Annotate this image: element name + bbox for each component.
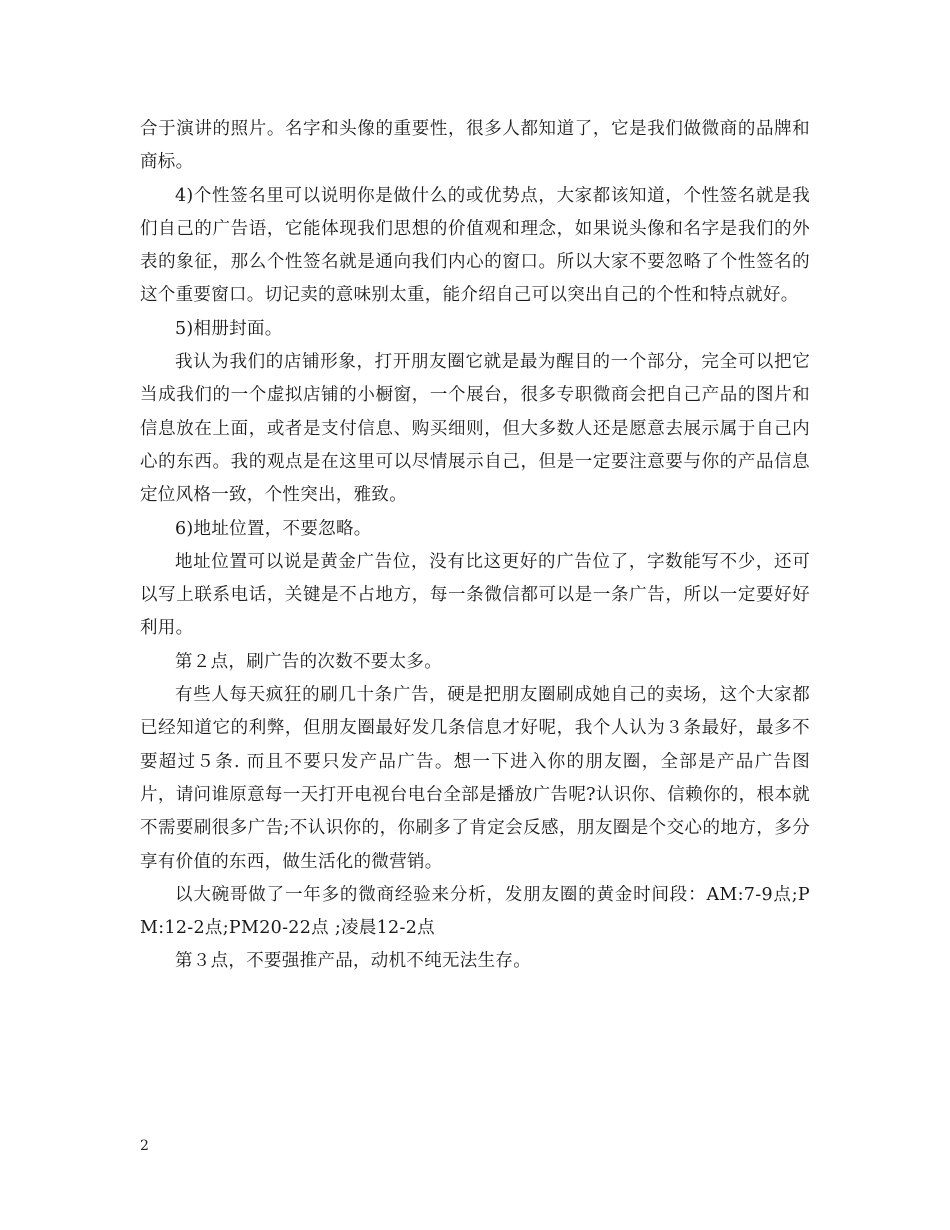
paragraph-golden-time: 以大碗哥做了一年多的微商经验来分析，发朋友圈的黄金时间段：AM:7-9点;PM:12-2点;PM20-22点 ;凌晨12-2点 (140, 884, 810, 939)
paragraph-point-2-heading: 第２点，刷广告的次数不要太多。 (175, 651, 442, 672)
paragraph-album-cover-heading: 5)相册封面。 (175, 318, 283, 339)
paragraph-album-cover: 我认为我们的店铺形象，打开朋友圈它就是最为醒目的一个部分，完全可以把它当成我们的一个虚拟店铺的小橱窗，一个展台，很多专职微商会把自己产品的图片和信息放在上面，或者是支付信息、购买细则，但大多数人还是愿意去展示属于自己内心的东西。我的观点是在这里可以尽情展示自己，但是一定要注意要与你的产品信息定位风格一致，个性突出，雅致。 (140, 352, 810, 506)
paragraph-point-3-heading: 第３点，不要强推产品，动机不纯无法生存。 (175, 951, 531, 972)
page-number: 2 (140, 1138, 149, 1154)
paragraph-address: 地址位置可以说是黄金广告位，没有比这更好的广告位了，字数能写不少，还可以写上联系电话，关键是不占地方，每一条微信都可以是一条广告，所以一定要好好利用。 (140, 551, 810, 639)
paragraph-address-heading: 6)地址位置，不要忽略。 (175, 518, 372, 539)
paragraph-point-2: 有些人每天疯狂的刷几十条广告，硬是把朋友圈刷成她自己的卖场，这个大家都已经知道它的利弊，但朋友圈最好发几条信息才好呢，我个人认为３条最好，最多不要超过５条. 而且不要只发产品广告。想一下进入你的朋友圈，全部是产品广告图片，请问谁原意每一天打开电视台电台全部是播放广告呢?认识你、信赖你的，根本就不需要刷很多广告;不认识你的，你刷多了肯定会反感，朋友圈是个交心的地方，多分享有价值的东西，做生活化的微营销。 (140, 685, 810, 872)
document-body (140, 113, 810, 979)
paragraph-continued-photo: 合于演讲的照片。名字和头像的重要性，很多人都知道了，它是我们做微商的品牌和商标。 (140, 119, 810, 173)
paragraph-signature: 4)个性签名里可以说明你是做什么的或优势点，大家都该知道，个性签名就是我们自己的广告语，它能体现我们思想的价值观和理念，如果说头像和名字是我们的外表的象征，那么个性签名就是通向我们内心的窗口。所以大家不要忽略了个性签名的这个重要窗口。切记卖的意味别太重，能介绍自己可以突出自己的个性和特点就好。 (140, 185, 810, 306)
